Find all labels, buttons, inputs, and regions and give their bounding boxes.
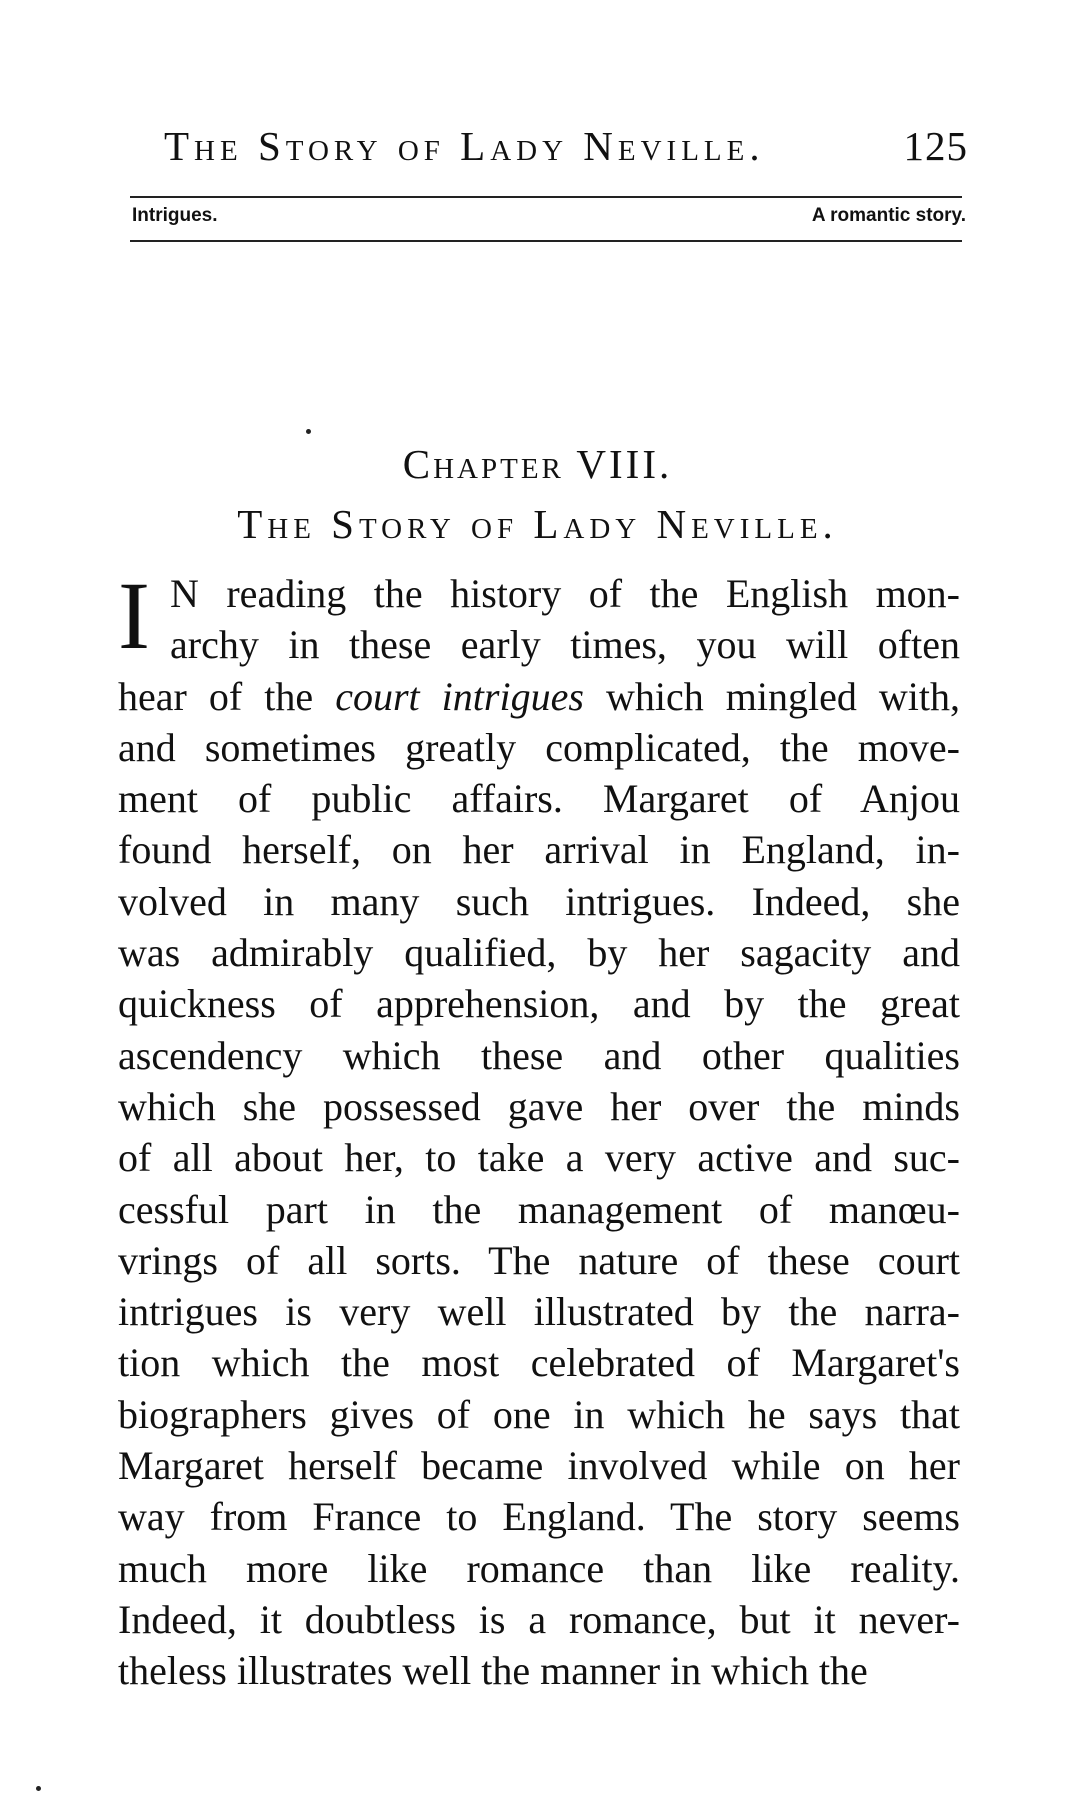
text-line: Margaret herself became involved while on her [118, 1443, 960, 1489]
text-line: volved in many such intrigues. Indeed, she [118, 878, 960, 924]
text-line: of all about her, to take a very active and suc- [118, 1135, 960, 1181]
italic-phrase: court intrigues [335, 673, 584, 719]
text-line: way from France to England. The story seems [118, 1494, 960, 1540]
marginal-note-left: Intrigues. [132, 205, 218, 226]
print-speck [306, 429, 311, 434]
text-line: theless illustrates well the manner in which the [118, 1648, 868, 1694]
marginal-notes [132, 205, 966, 235]
text-line: much more like romance than like reality. [118, 1545, 960, 1591]
text-line: vrings of all sorts. The nature of these court [118, 1237, 960, 1283]
text-line: ment of public affairs. Margaret of Anjou [118, 776, 960, 822]
text-span: hear of the [118, 673, 314, 719]
marginal-note-right: A romantic story. [811, 205, 966, 226]
text-line: N reading the history of the English mon- [170, 571, 960, 616]
chapter-title: The Story of Lady Neville. [237, 501, 838, 547]
body-text [118, 562, 961, 1697]
chapter-number: Chapter VIII. [402, 441, 673, 487]
running-head [130, 122, 968, 174]
text-line: and sometimes greatly complicated, the move- [118, 724, 960, 770]
text-line [118, 671, 960, 722]
text-span: which mingled with, [583, 673, 961, 719]
print-speck [36, 1786, 41, 1791]
text-line: Indeed, it doubtless is a romance, but it never- [118, 1596, 960, 1642]
text-line: cessful part in the management of manœu- [118, 1186, 960, 1232]
page-number: 125 [903, 123, 968, 169]
text-line: quickness of apprehension, and by the great [118, 981, 960, 1027]
text-line: was admirably qualified, by her sagacity and [118, 930, 960, 976]
text-line: intrigues is very well illustrated by the narra- [118, 1289, 960, 1335]
running-head-title: The Story of Lady Neville. [164, 123, 765, 169]
text-line: biographers gives of one in which he says that [118, 1391, 960, 1437]
drop-cap: I [118, 562, 150, 669]
header-rule-bottom [130, 240, 962, 242]
text-line: which she possessed gave her over the minds [118, 1083, 960, 1129]
text-line: archy in these early times, you will often [170, 622, 960, 668]
text-line: ascendency which these and other qualities [118, 1032, 960, 1078]
text-line: found herself, on her arrival in England, in- [118, 827, 960, 873]
text-line: tion which the most celebrated of Margaret's [118, 1340, 960, 1386]
header-rule-top [130, 196, 962, 198]
